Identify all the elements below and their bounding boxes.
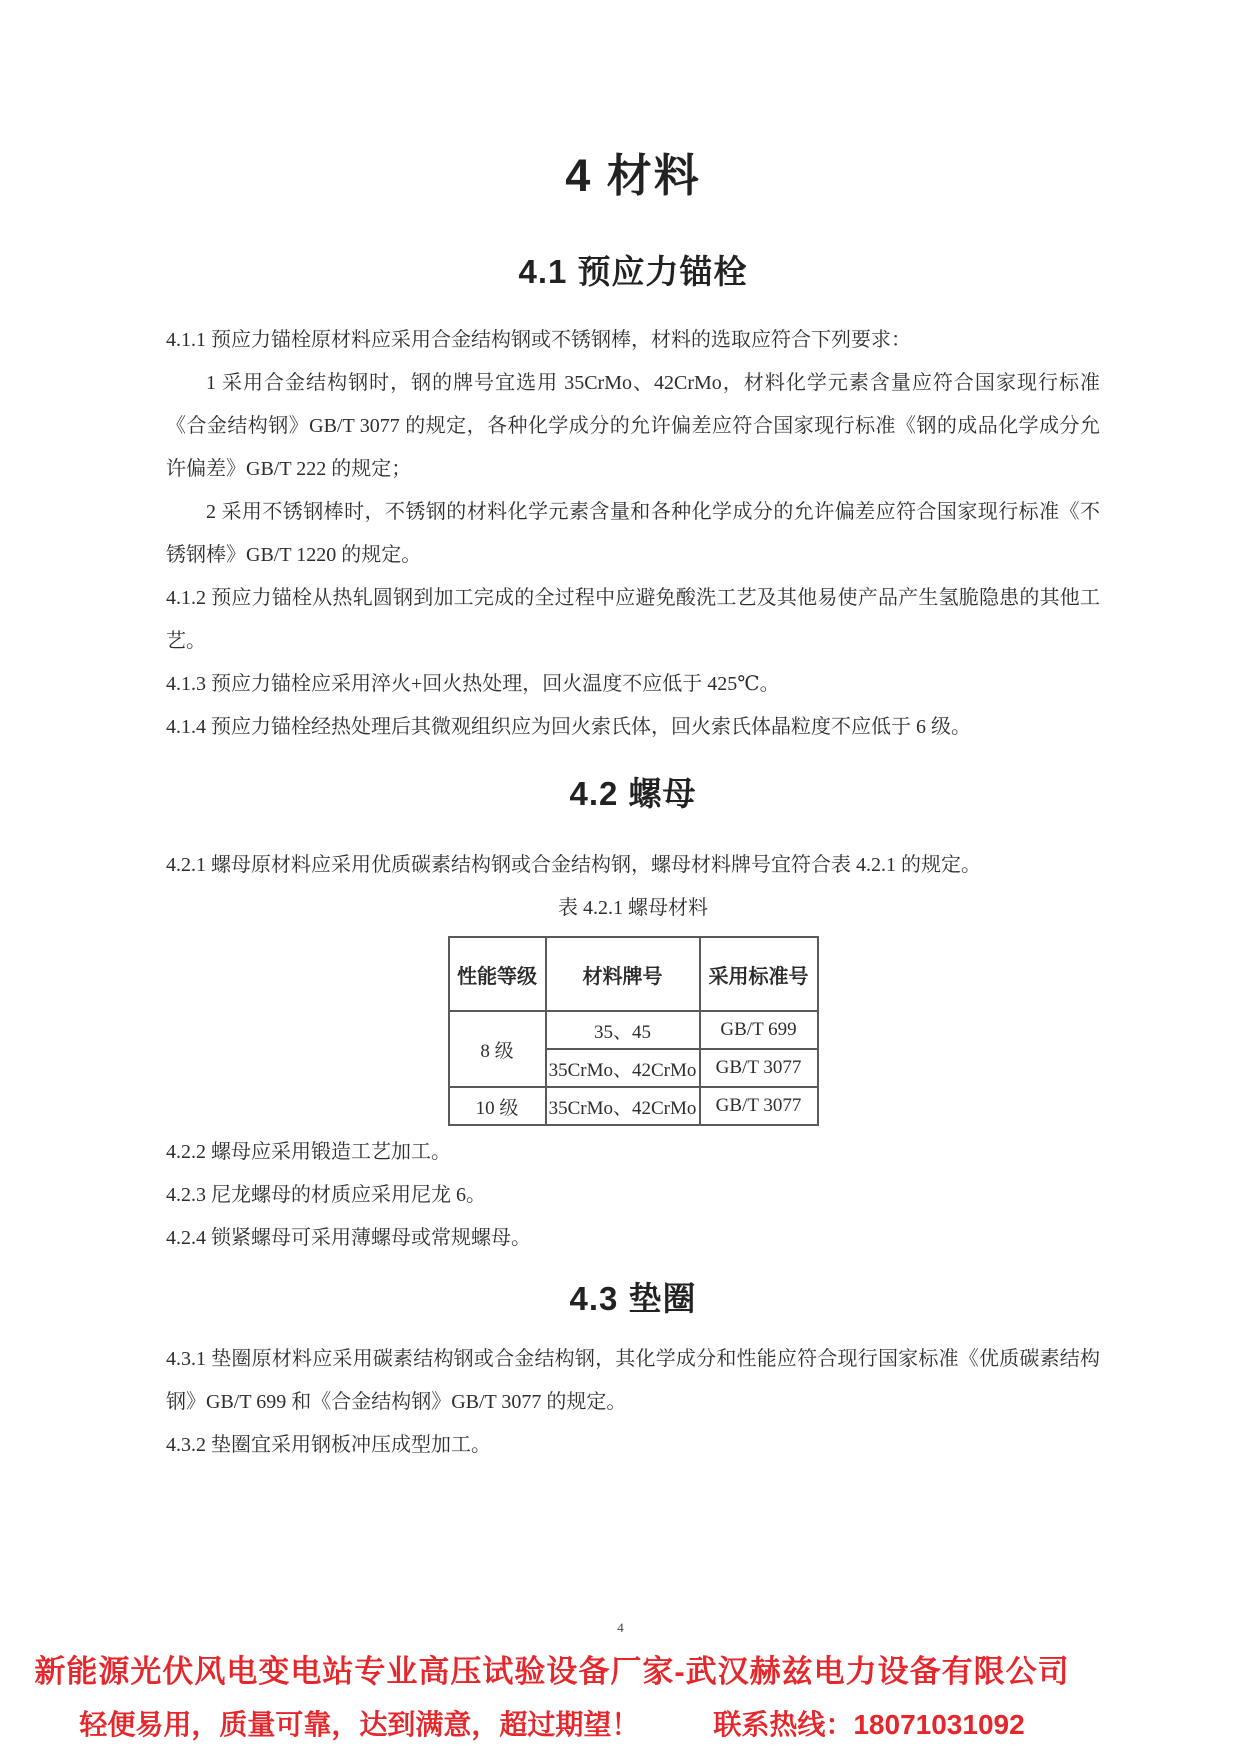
header-cell-standard: 采用标准号 xyxy=(700,937,818,1011)
table-cell-material: 35CrMo、42CrMo xyxy=(546,1087,700,1125)
table-header-row xyxy=(449,937,818,1011)
footer-contact-line xyxy=(0,1706,1104,1744)
document-page xyxy=(166,0,1100,1467)
footer-hotline: 联系热线：18071031092 xyxy=(713,1709,1025,1740)
clause-4-1-3: 4.1.3 预应力锚栓应采用淬火+回火热处理，回火温度不应低于 425℃。 xyxy=(166,673,780,695)
section-heading-4-1: 4.1 预应力锚栓 xyxy=(518,253,748,290)
table-row xyxy=(449,1011,818,1049)
section-heading-4-3: 4.3 垫圈 xyxy=(569,1280,697,1317)
clause-4-3-1: 4.3.1 垫圈原材料应采用碳素结构钢或合金结构钢，其化学成分和性能应符合现行国家标准《优质碳素结构钢》GB/T 699 和《合金结构钢》GB/T 3077 的规定。 xyxy=(166,1348,1100,1413)
table-row xyxy=(449,1087,818,1125)
table-cell-material: 35、45 xyxy=(546,1011,700,1049)
clause-4-1-1-item-2: 2 采用不锈钢棒时，不锈钢的材料化学元素含量和各种化学成分的允许偏差应符合国家现行标准《不锈钢棒》GB/T 1220 的规定。 xyxy=(166,501,1100,566)
table-cell-standard: GB/T 3077 xyxy=(700,1049,818,1087)
header-cell-grade: 性能等级 xyxy=(449,937,546,1011)
section-4-2-body xyxy=(166,844,1100,1260)
section-4-3-body xyxy=(166,1338,1100,1467)
page-title: 4 材料 xyxy=(565,150,701,201)
clause-4-2-1: 4.2.1 螺母原材料应采用优质碳素结构钢或合金结构钢，螺母材料牌号宜符合表 4.2.1 的规定。 xyxy=(166,854,981,876)
footer-company-line: 新能源光伏风电变电站专业高压试验设备厂家-武汉赫兹电力设备有限公司 xyxy=(34,1654,1070,1689)
footer-slogan: 轻便易用，质量可靠，达到满意，超过期望！ xyxy=(79,1709,640,1740)
table-cell-standard: GB/T 699 xyxy=(700,1011,818,1049)
clause-4-2-3: 4.2.3 尼龙螺母的材质应采用尼龙 6。 xyxy=(166,1184,486,1206)
clause-4-1-4: 4.1.4 预应力锚栓经热处理后其微观组织应为回火索氏体，回火索氏体晶粒度不应低于 6 级。 xyxy=(166,716,971,738)
table-caption: 表 4.2.1 螺母材料 xyxy=(558,897,708,919)
footer-banner xyxy=(0,1650,1104,1744)
clause-4-3-2: 4.3.2 垫圈宜采用钢板冲压成型加工。 xyxy=(166,1434,491,1456)
header-cell-material: 材料牌号 xyxy=(546,937,700,1011)
page-number: 4 xyxy=(617,1620,624,1635)
table-cell-material: 35CrMo、42CrMo xyxy=(546,1049,700,1087)
nut-material-table xyxy=(448,936,819,1126)
table-cell-standard: GB/T 3077 xyxy=(700,1087,818,1125)
clause-4-1-1: 4.1.1 预应力锚栓原材料应采用合金结构钢或不锈钢棒，材料的选取应符合下列要求： xyxy=(166,329,911,351)
section-heading-4-2: 4.2 螺母 xyxy=(569,775,697,812)
table-cell-grade-10: 10 级 xyxy=(449,1087,546,1125)
table-cell-grade-8: 8 级 xyxy=(449,1011,546,1087)
clause-4-1-1-item-1: 1 采用合金结构钢时，钢的牌号宜选用 35CrMo、42CrMo，材料化学元素含量应符合国家现行标准《合金结构钢》GB/T 3077 的规定，各种化学成分的允许偏差应符合国家现行标准《钢的成品化学成分允许偏差》GB/T 222 的规定； xyxy=(166,372,1100,480)
clause-4-2-2: 4.2.2 螺母应采用锻造工艺加工。 xyxy=(166,1141,451,1163)
section-4-2-clauses xyxy=(166,1131,1100,1260)
clause-4-2-4: 4.2.4 锁紧螺母可采用薄螺母或常规螺母。 xyxy=(166,1227,531,1249)
clause-4-1-2: 4.1.2 预应力锚栓从热轧圆钢到加工完成的全过程中应避免酸洗工艺及其他易使产品产生氢脆隐患的其他工艺。 xyxy=(166,587,1100,652)
section-4-1-body xyxy=(166,319,1100,749)
